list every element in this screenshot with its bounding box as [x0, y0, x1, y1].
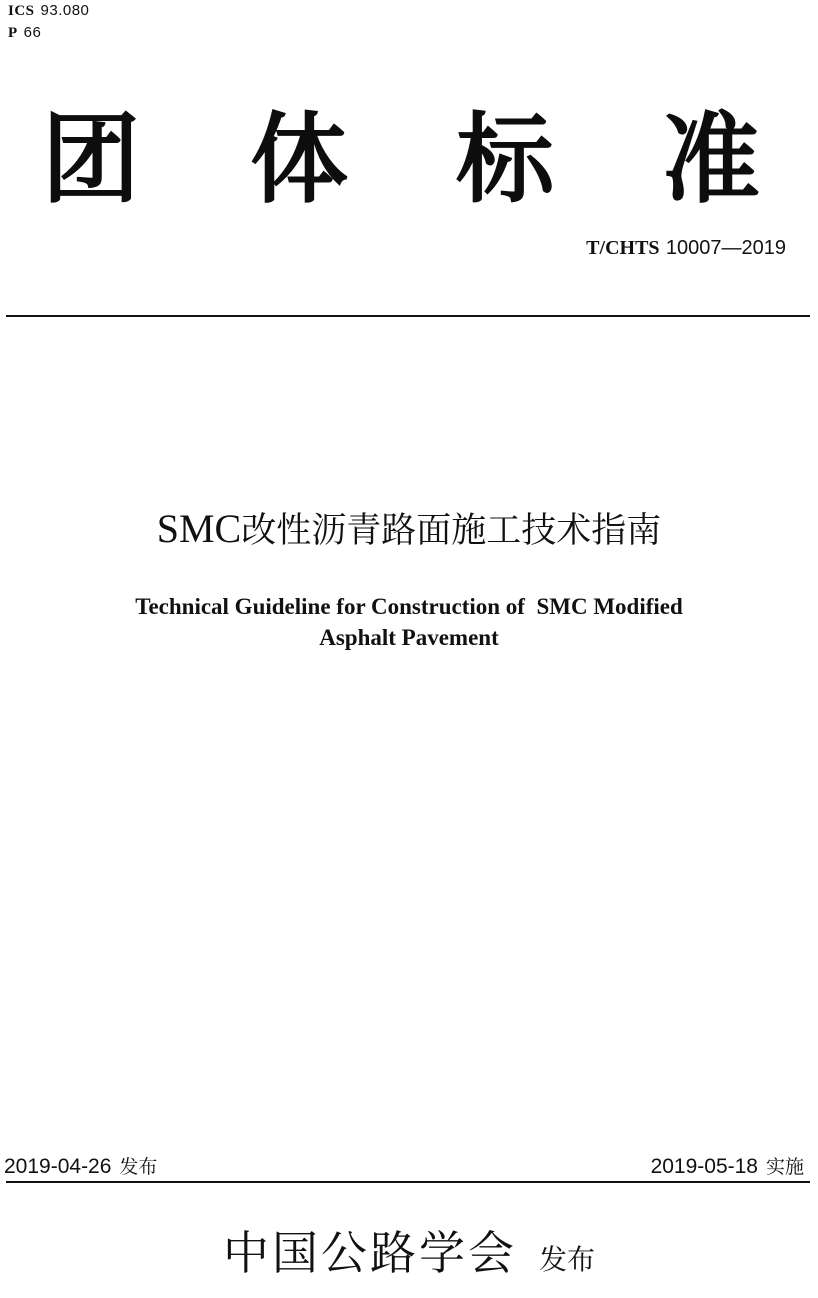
publisher-action: 发布	[538, 1243, 595, 1276]
bottom-divider	[6, 1181, 810, 1183]
issue-date-value: 2019-04-26	[4, 1155, 112, 1178]
ccs-classification	[8, 24, 41, 42]
publisher-organization: 中国公路学会	[222, 1226, 517, 1280]
standard-code: 10007—2019	[665, 237, 786, 259]
ccs-code: 66	[23, 24, 42, 41]
english-title	[0, 591, 818, 653]
ics-label: ICS	[8, 3, 35, 19]
chinese-title	[0, 502, 818, 558]
chinese-title-text: 改性沥青路面施工技术指南	[241, 511, 662, 551]
chinese-title-latin: SMC	[156, 506, 242, 551]
implementation-date	[651, 1152, 804, 1181]
ics-classification	[8, 2, 89, 20]
standard-prefix: T/CHTS	[586, 237, 660, 259]
ics-code: 93.080	[40, 2, 90, 19]
issue-date-label: 发布	[119, 1156, 158, 1178]
issue-date	[4, 1152, 157, 1181]
implementation-date-label: 实施	[765, 1156, 804, 1178]
english-title-line-2: Asphalt Pavement	[319, 625, 499, 650]
standard-type-char-4: 准	[662, 103, 761, 217]
standard-type-char-3: 标	[456, 103, 555, 217]
ccs-label: P	[8, 25, 18, 41]
standard-number	[586, 234, 786, 261]
standard-type-char-2: 体	[250, 103, 349, 217]
publisher	[0, 1225, 818, 1292]
english-title-line-1: Technical Guideline for Construction of SMC Modified	[135, 594, 683, 619]
standard-type-char-1: 团	[42, 103, 141, 217]
implementation-date-value: 2019-05-18	[650, 1155, 758, 1178]
top-divider	[6, 315, 810, 317]
